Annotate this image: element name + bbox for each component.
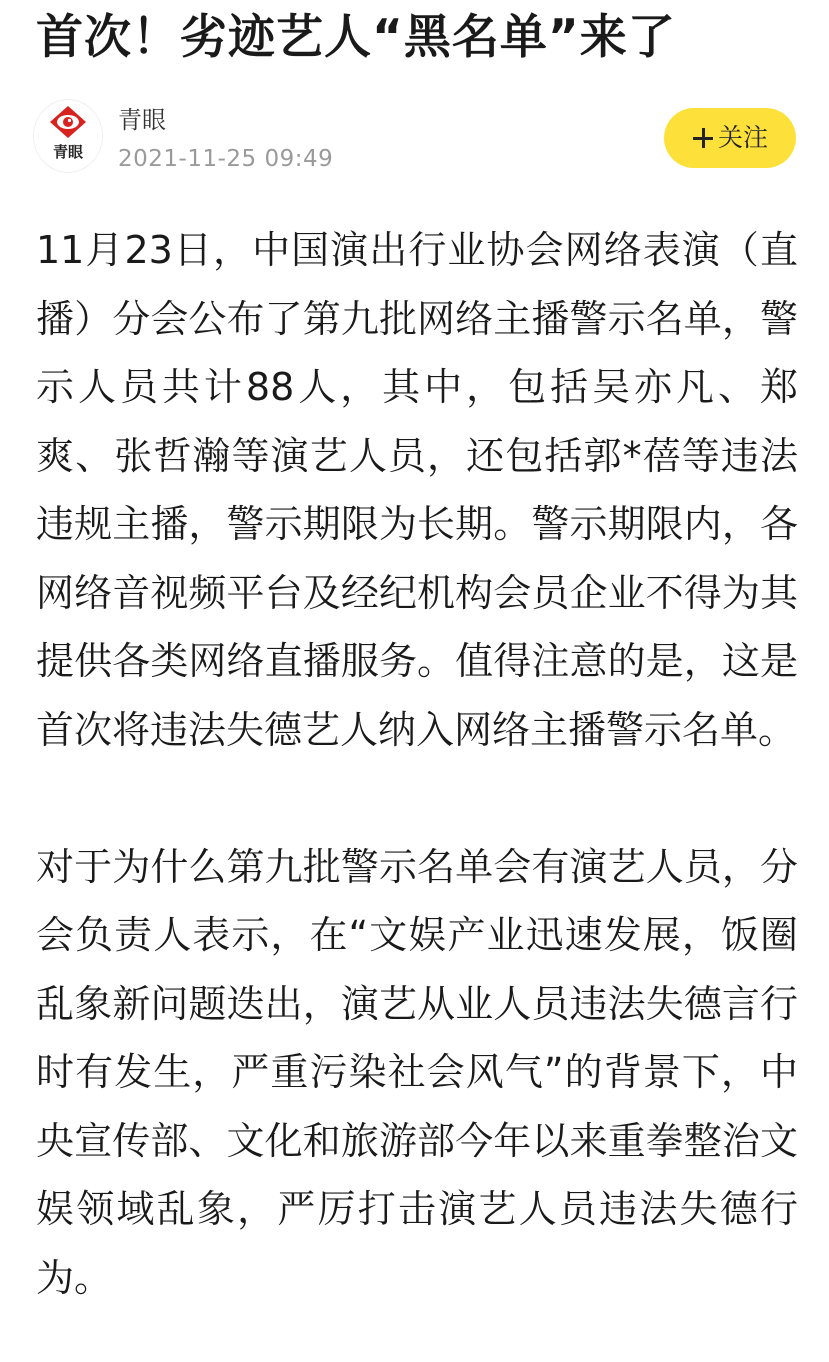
follow-button[interactable]: [664, 108, 796, 168]
avatar-label: 青眼: [52, 143, 83, 161]
avatar[interactable]: [34, 100, 102, 172]
article-paragraph: 11月23日，中国演出行业协会网络表演（直播）分会公布了第九批网络主播警示名单，警示人员共计88人，其中，包括吴亦凡、郑爽、张哲瀚等演艺人员，还包括郭*蓓等违法违规主播，警示期限为长期。警示期限内，各网络音视频平台及经纪机构会员企业不得为其提供各类网络直播服务。值得注意的是，这是首次将违法失德艺人纳入网络主播警示名单。: [36, 228, 798, 752]
eye-logo-icon: [34, 100, 102, 146]
article-title: 首次！劣迹艺人“黑名单”来了: [36, 10, 676, 65]
publish-time: 2021-11-25 09:49: [118, 146, 334, 172]
follow-button-label: 关注: [717, 123, 768, 152]
author-name[interactable]: 青眼: [118, 106, 166, 134]
author-row: [34, 100, 796, 180]
article-body: [36, 216, 798, 1312]
plus-icon: [692, 127, 714, 149]
article-paragraph: 对于为什么第九批警示名单会有演艺人员，分会负责人表示，在“文娱产业迅速发展，饭圈乱象新问题迭出，演艺从业人员违法失德言行时有发生，严重污染社会风气”的背景下，中央宣传部、文化和旅游部今年以来重拳整治文娱领域乱象，严厉打击演艺人员违法失德行为。: [36, 844, 798, 1300]
